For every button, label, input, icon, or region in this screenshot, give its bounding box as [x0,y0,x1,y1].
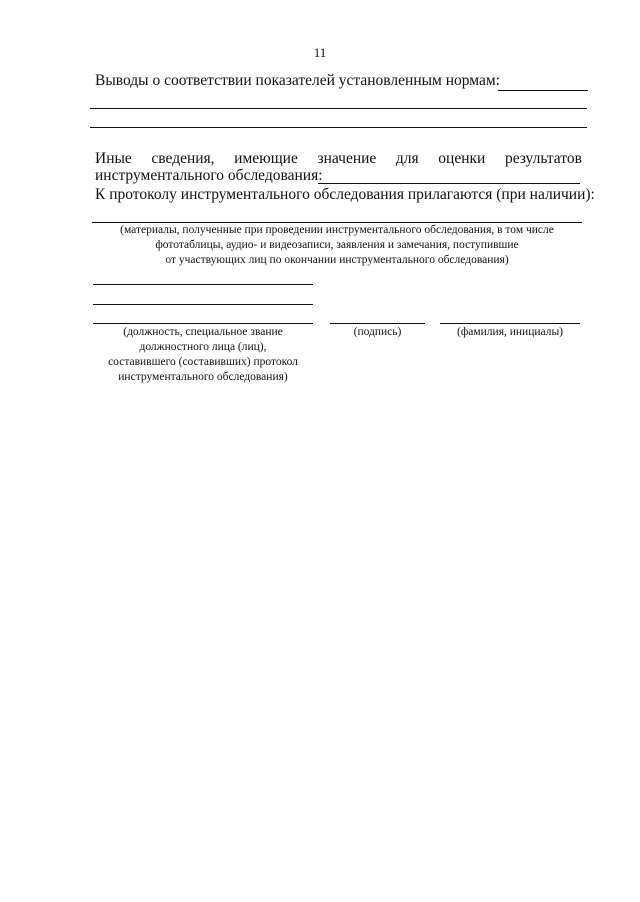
other-info-word: оценки [438,150,486,167]
attachments-caption [92,223,582,268]
other-info-line-1 [95,150,582,168]
position-line-1 [93,284,313,285]
conclusions-line-2 [90,108,587,109]
conclusions-label: Выводы о соответствии показателей установленным нормам: [95,72,500,89]
position-caption-line: (должность, специальное звание [123,326,283,338]
attachments-caption-line: (материалы, полученные при проведении инструментального обследования, в том числе [120,224,554,236]
other-info-word: результатов [504,150,582,167]
conclusions-fill-line [498,90,588,91]
position-line-3 [93,323,313,324]
name-caption: (фамилия, инициалы) [456,326,564,338]
position-caption [93,325,313,385]
other-info-word: значение [317,150,377,167]
other-info-fill-line [318,183,580,184]
other-info-word: имеющие [234,150,298,167]
position-caption-line: должностного лица (лиц), [139,341,267,353]
other-info-word: сведения, [151,150,215,167]
other-info-word: Иные [95,150,132,167]
signature-line [330,323,425,324]
attachments-caption-line: от участвующих лиц по окончании инструментального обследования) [165,254,509,266]
position-caption-line: инструментального обследования) [118,371,288,383]
conclusions-line-3 [90,127,587,128]
other-info-line-2: инструментального обследования: [95,167,323,184]
position-line-2 [93,304,313,305]
signature-caption: (подпись) [353,326,402,338]
attachments-label: К протоколу инструментального обследования прилагаются (при наличии): [95,186,595,203]
attachments-caption-line: фототаблицы, аудио- и видеозаписи, заявления и замечания, поступившие [155,239,519,251]
page-number: 11 [313,45,327,60]
other-info-word: для [395,150,419,167]
name-line [440,323,580,324]
position-caption-line: составившего (составивших) протокол [108,356,298,368]
